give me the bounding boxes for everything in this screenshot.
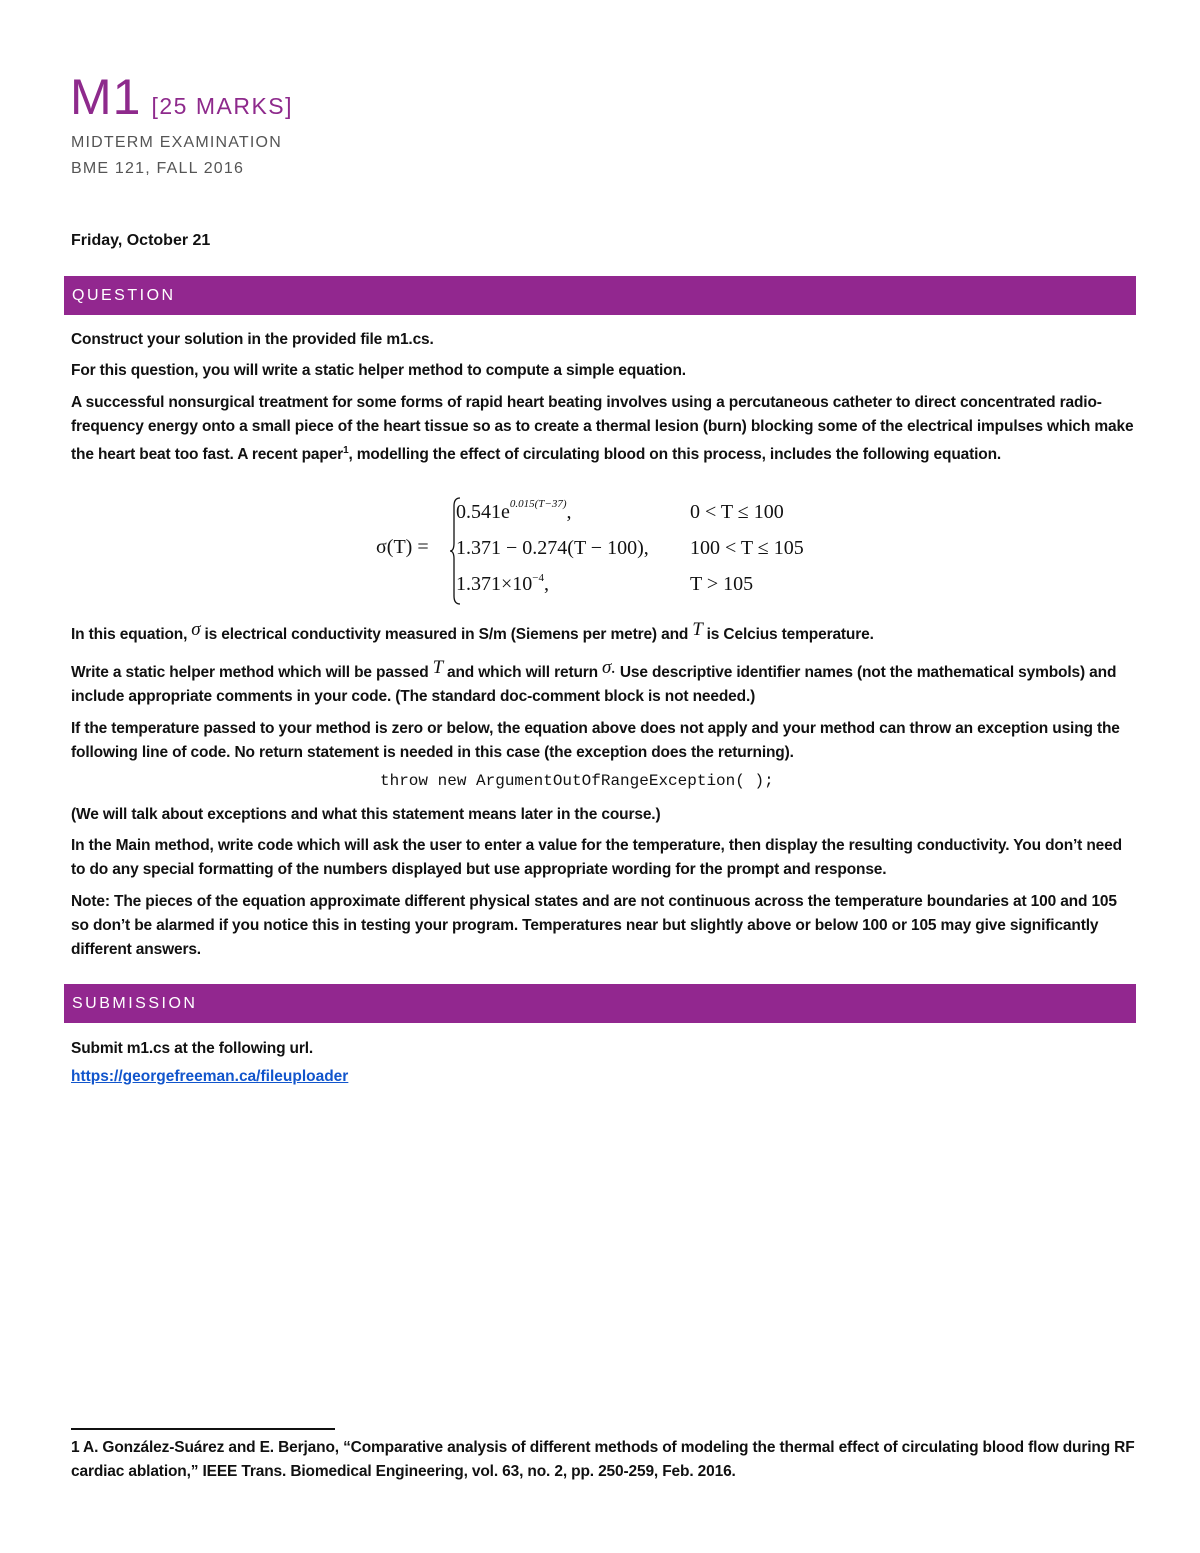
equation-case-2: 1.371 − 0.274(T − 100),	[456, 537, 649, 559]
sigma-symbol-2: σ.	[602, 657, 616, 678]
background-text-end: , modelling the effect of circulating blood on this process, includes the following equation.	[348, 446, 1002, 464]
background-text: A successful nonsurgical treatment for some forms of rapid heart beating involves using a percutaneous catheter to direct concentrated radio-frequency energy onto a small piece of the heart tissue so as to create a thermal lesion (burn) blocking some of the electrical impulses which make the heart beat too fast. A recent paper	[71, 394, 1134, 464]
footnote-reference: 1	[343, 445, 349, 456]
paragraph-intro: For this question, you will write a static helper method to compute a simple equation.	[71, 362, 686, 379]
exam-date: Friday, October 21	[71, 232, 211, 249]
submission-text: Submit m1.cs at the following url.	[71, 1040, 314, 1057]
sigma-symbol: σ	[191, 619, 201, 640]
question-section-header: QUESTION	[64, 276, 1136, 315]
footnote-divider	[71, 1428, 335, 1430]
code-line: throw new ArgumentOutOfRangeException( );	[380, 772, 774, 790]
title-row	[70, 69, 294, 125]
paragraph-exception-note: (We will talk about exceptions and what this statement means later in the course.)	[71, 806, 661, 823]
paragraph-main-method: In the Main method, write code which will ask the user to enter a value for the temperature, then display the resulting conductivity. You don’t need to do any special formatting of the numbers displayed but use appropriate wording for the prompt and response.	[71, 837, 1122, 878]
exam-subtitle: MIDTERM EXAMINATION	[71, 134, 282, 151]
submission-section-header: SUBMISSION	[64, 984, 1136, 1023]
paragraph-background	[71, 391, 1136, 467]
paragraph-note: Note: The pieces of the equation approximate different physical states and are not continuous across the temperature boundaries at 100 and 105 so don’t be alarmed if you notice this in testing your program. Temperatures near but slightly above or below 100 or 105 may give significantly different answers.	[71, 893, 1117, 958]
equation-condition-2: 100 < T ≤ 105	[690, 537, 804, 559]
paragraph-task: Write a static helper method which will be passed T and which will return σ. Use descriptive identifier names (not the mathematical symbols) and include appropriate comments in your code. (The standard doc-comment block is not needed.)	[71, 657, 1117, 705]
t-symbol-2: T	[432, 657, 443, 678]
exam-marks: [25 MARKS]	[151, 93, 294, 119]
paragraph-definitions: In this equation, σ is electrical conductivity measured in S/m (Siemens per metre) and T is Celcius temperature.	[71, 619, 874, 643]
equation-case-1: $0.541e^{0.015(T-37)}$,	[456, 498, 572, 523]
equation-condition-1: 0 < T ≤ 100	[690, 501, 784, 523]
equation-lhs: σ(T) =	[376, 536, 429, 558]
conductivity-equation	[376, 496, 836, 606]
footnote: 1 A. González-Suárez and E. Berjano, “Comparative analysis of different methods of modeling the thermal effect of circulating blood flow during RF cardiac ablation,” IEEE Trans. Biomedical Engineering, vol. 63, no. 2, pp. 250-259, Feb. 2016.	[71, 1439, 1135, 1480]
t-symbol: T	[692, 619, 703, 640]
exam-title: M1	[70, 69, 142, 125]
paragraph-exception: If the temperature passed to your method is zero or below, the equation above does not apply and your method can throw an exception using the following line of code. No return statement is needed in this case (the exception does the returning).	[71, 720, 1120, 761]
paragraph-construct: Construct your solution in the provided file m1.cs.	[71, 331, 434, 348]
upload-link[interactable]: https://georgefreeman.ca/fileuploader	[71, 1068, 349, 1085]
equation-condition-3: T > 105	[690, 573, 754, 595]
course-label: BME 121, FALL 2016	[71, 160, 245, 177]
equation-case-3: $1.371\times 10^{-4}$,	[456, 572, 549, 595]
